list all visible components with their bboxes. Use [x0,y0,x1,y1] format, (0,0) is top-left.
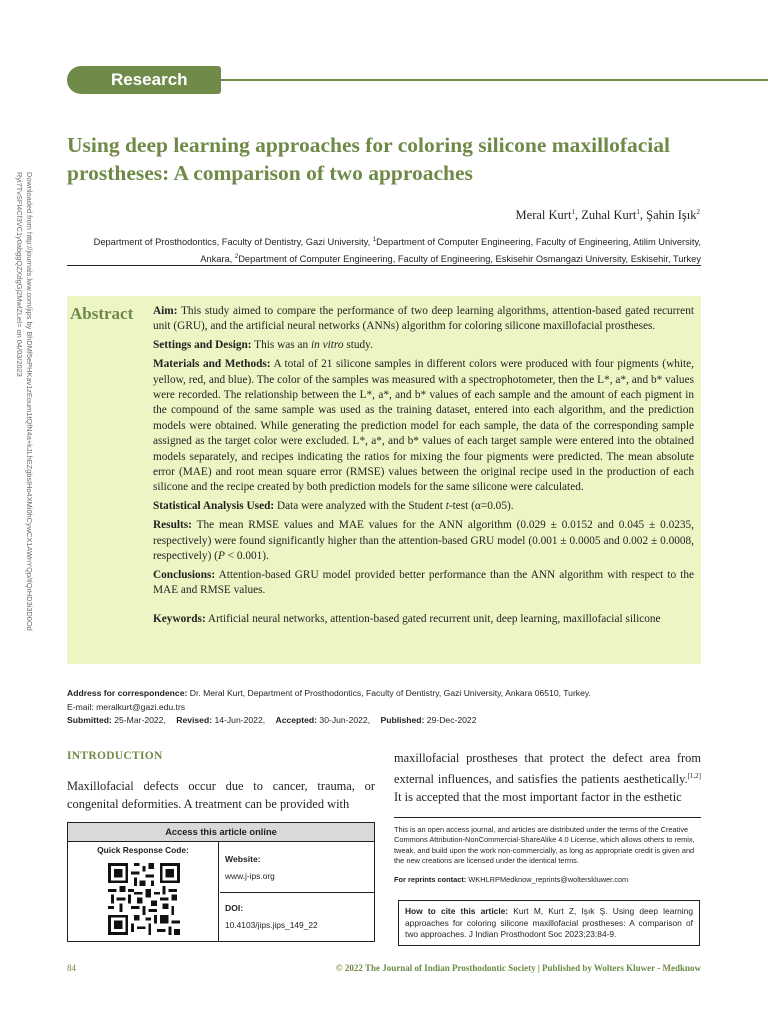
website-cell [220,842,374,893]
article-title: Using deep learning approaches for coloring silicone maxillofacial prostheses: A comparison of two approaches [67,133,670,185]
introduction-left-column: Maxillofacial defects occur due to cancer, trauma, or congenital deformities. A treatment can be provided with [67,779,375,811]
doi-cell [220,893,374,930]
author-sup: 2 [696,208,700,216]
license-notice: This is an open access journal, and articles are distributed under the terms of the Creative Commons Attribution-NonCommercial-ShareAlike 4.0 License, which allows others to remix, tweak, and build upon the work non-commercially, as long as appropriate credit is given and the new creations are licensed under the identical terms. [394,825,695,865]
doi-label: DOI: [225,903,244,913]
author-sup: 1 [636,208,640,216]
doi-link[interactable]: 10.4103/jips.jips_149_22 [225,920,318,930]
website-link[interactable]: www.j-ips.org [225,871,275,881]
article-dates: Submitted: 25-Mar-2022, Revised: 14-Jun-2022, Accepted: 30-Jun-2022, Published: 29-Dec-2022 [67,715,477,725]
abstract-aim: Aim: This study aimed to compare the performance of two deep learning algorithms, attention-based gated recurrent unit (GRU), and the artificial neural networks (ANNs) algorithm for coloring silicone maxillofacial prostheses. [153,305,694,333]
affiliations: Department of Prosthodontics, Faculty of Dentistry, Gazi University, $^1$Department of Computer Engineering, Faculty of Engineering, Atilim University, Ankara, $^2$Department of Computer Engineering, Faculty of Engineering, Eskisehir Osmangazi University, Eskisehir, Turkey [93,237,701,265]
author-sup: 1 [571,208,575,216]
correspondence-email: E-mail: meralkurt@gazi.edu.trs [67,701,186,712]
abstract-results: Results: The mean RMSE values and MAE values for the ANN algorithm (0.029 ± 0.0152 and 0.045 ± 0.0235, respectively) were found significantly higher than the attention-based GRU model (0.001 ± 0.0005 and 0.002 ± 0.0008, respectively) (P < 0.001). [153,519,694,563]
citation-ref[interactable]: [1,2] [687,772,701,780]
access-heading: Access this article online [68,823,374,842]
introduction-right-column: maxillofacial prostheses that protect the defect area from external influences, and satisfies the patients aesthetically.[1,2] It is accepted that the most important factor in the esthetic [394,751,701,805]
author-name: Zuhal Kurt [581,208,637,223]
correspondence-block [67,687,701,728]
abstract-keywords: Keywords: Artificial neural networks, attention-based gated recurrent unit, deep learning, maxillofacial silicone [153,612,661,625]
qr-label: Quick Response Code: [97,845,189,855]
section-label: Research [67,66,221,94]
abstract-heading: Abstract [70,304,134,323]
download-watermark: Downloaded from http://journals.lww.com/jips by BhDMf5ePHKav1zEoum1tQfN4a+kJLhEZgbsIHo4XMi0hCywCX1AWnYQp/IlQrHD3i3D0OdRyi7TvSFl4Cf3VC1y0abggQZXdgGj2MwlZLeI= on 04/03/2023 [15,172,34,631]
abstract-conclusions: Conclusions: Attention-based GRU model provided better performance than the ANN algorithm with respect to the MAE and RMSE values. [153,569,694,597]
abstract-settings: Settings and Design: This was an in vitro study. [153,339,373,352]
reprints-email[interactable]: WKHLRPMedknow_reprints@wolterskluwer.com [466,875,629,884]
reprints-contact: For reprints contact: WKHLRPMedknow_reprints@wolterskluwer.com [394,875,629,884]
citation-box: How to cite this article: Kurt M, Kurt Z, Işık Ş. Using deep learning approaches for coloring silicone maxillofacial prostheses: A comparison of two approaches. J Indian Prosthodont Soc 2023;23:84-9. [398,900,700,946]
section-divider [200,79,768,81]
qr-column [68,842,219,941]
abstract-methods: Materials and Methods: A total of 21 silicone samples in different colors were produced with four pigments (white, yellow, red, and blue). The color of the samples was measured with a spectrophotometer, then the L*, a*, and b* values were recorded. The relationship between the L*, a*, and b* values of each sample and the amount of each pigment in the compound of the same sample was used as the training dataset, entered into each algorithm, and the prediction models were obtained. While generating the prediction model for each sample, the data of the corresponding sample assigned as the target color were excluded. L*, a*, and b* values of each target sample were entered into the obtained models separately, and recipes indicating the ratios for mixing the four pigments were predicted. The mean absolute error (MAE) and root mean square error (RMSE) values between the original recipe used in the production of each silicone and the recipe created by both prediction models for the same silicone were calculated. [153,358,694,494]
license-rule [394,817,701,818]
abstract-statistics: Statistical Analysis Used: Data were analyzed with the Student t-test (α=0.05). [153,500,514,513]
author-list: Meral Kurt$^1$, Zuhal Kurt$^1$, Şahin Işık$^2$ [515,208,700,223]
email-link[interactable]: meralkurt@gazi.edu.trs [93,701,186,712]
journal-footer: © 2022 The Journal of Indian Prosthodontic Society | Published by Wolters Kluwer - Medknow [335,963,701,973]
author-name: Meral Kurt [515,208,572,223]
access-article-box [67,822,375,942]
abstract-body [153,304,694,631]
qr-code-icon[interactable] [108,862,180,936]
introduction-heading: INTRODUCTION [67,750,163,762]
page-number: 84 [67,963,76,973]
website-doi-column [220,842,374,941]
author-name: Şahin Işık [646,208,697,223]
affiliation-rule [67,265,701,266]
correspondence-address: Address for correspondence: Dr. Meral Kurt, Department of Prosthodontics, Faculty of Dentistry, Gazi University, Ankara 06510, Turkey. [67,688,591,698]
website-label: Website: [225,854,261,864]
